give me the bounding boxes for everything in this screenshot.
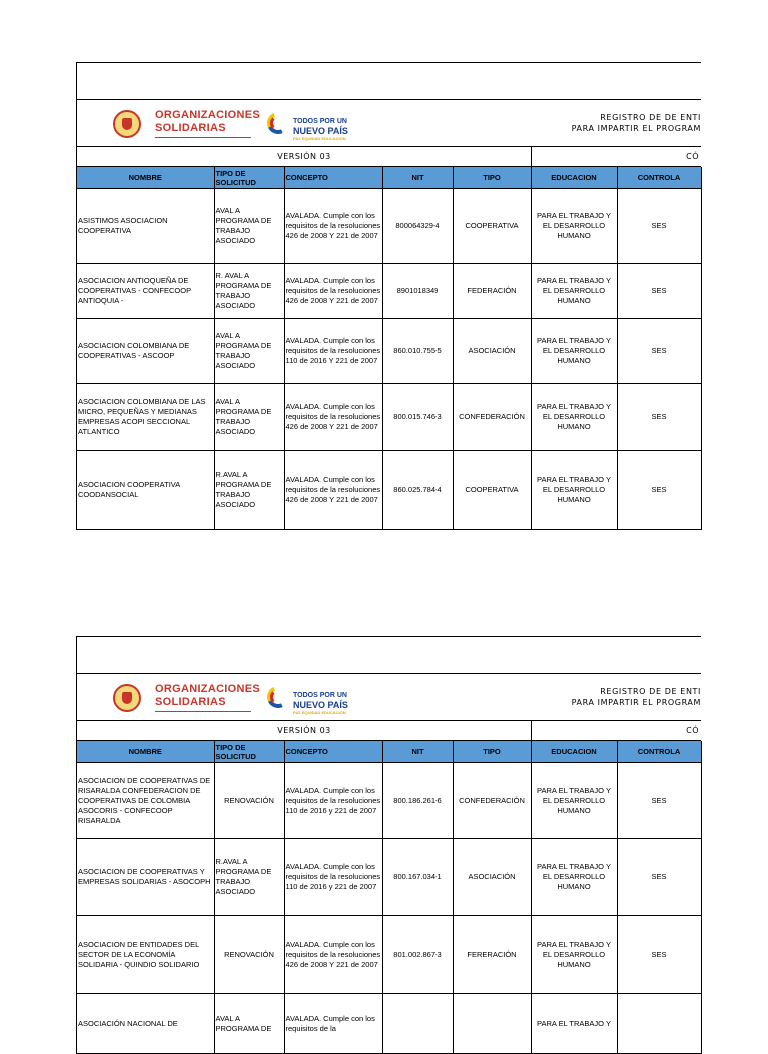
col-nombre-cell: ASOCIACION COLOMBIANA DE LAS MICRO, PEQUEÑAS Y MEDIANAS EMPRESAS ACOPI SECCIONAL ATLANTICO bbox=[77, 384, 214, 451]
col-educacion-cell: PARA EL TRABAJO Y EL DESARROLLO HUMANO bbox=[531, 264, 617, 319]
col-tipo-cell: CONFEDERACIÓN bbox=[453, 763, 531, 839]
col-tipo-cell: ASOCIACIÓN bbox=[453, 839, 531, 916]
org-name-line1: ORGANIZACIONES bbox=[155, 683, 261, 695]
registry-table bbox=[77, 741, 702, 1054]
col-educacion-cell: PARA EL TRABAJO Y bbox=[531, 994, 617, 1054]
org-logo-text bbox=[155, 109, 260, 135]
registry-title-line1: REGISTRO DE DE ENTI bbox=[600, 113, 701, 122]
col-concepto-cell: AVALADA. Cumple con los requisitos de la resoluciones 426 de 2008 Y 221 de 2007 bbox=[284, 384, 382, 451]
col-nit-header: NIT bbox=[382, 167, 453, 189]
col-concepto-header: CONCEPTO bbox=[284, 741, 382, 763]
col-educacion-cell: PARA EL TRABAJO Y EL DESARROLLO HUMANO bbox=[531, 839, 617, 916]
slogan-line2: NUEVO PAÍS bbox=[293, 700, 348, 710]
col-controla-cell: SES bbox=[617, 916, 701, 994]
col-nit-cell: 860.010.755-5 bbox=[382, 319, 453, 384]
table-body bbox=[77, 189, 701, 530]
col-concepto-header: CONCEPTO bbox=[284, 167, 382, 189]
table-row bbox=[77, 384, 701, 451]
col-tipo-solicitud-cell: AVAL A PROGRAMA DE TRABAJO ASOCIADO bbox=[214, 319, 284, 384]
registry-sheet-2 bbox=[76, 636, 701, 1054]
registry-title bbox=[572, 686, 701, 708]
logo-header-row bbox=[77, 674, 701, 721]
col-tipo-solicitud-header: TIPO DE SOLICITUD bbox=[214, 741, 284, 763]
col-tipo-solicitud-header: TIPO DE SOLICITUD bbox=[214, 167, 284, 189]
gov-slogan-logo bbox=[293, 691, 348, 715]
col-nombre-cell: ASOCIACION DE COOPERATIVAS Y EMPRESAS SOLIDARIAS - ASOCOPH bbox=[77, 839, 214, 916]
col-tipo-solicitud-cell: R.AVAL A PROGRAMA DE TRABAJO ASOCIADO bbox=[214, 839, 284, 916]
col-tipo-cell: ASOCIACIÓN bbox=[453, 319, 531, 384]
coat-of-arms-icon bbox=[113, 110, 141, 138]
col-controla-cell: SES bbox=[617, 839, 701, 916]
table-body bbox=[77, 763, 701, 1054]
col-nombre-cell: ASOCIACION DE COOPERATIVAS DE RISARALDA CONFEDERACION DE COOPERATIVAS DE COLOMBIA ASOCORIS - CONFECOOP RISARALDA bbox=[77, 763, 214, 839]
slogan-line3: PAZ EQUIDAD EDUCACIÓN bbox=[293, 710, 346, 715]
org-name-line2: SOLIDARIAS bbox=[155, 696, 226, 708]
col-concepto-cell: AVALADA. Cumple con los requisitos de la resoluciones 426 de 2008 Y 221 de 2007 bbox=[284, 264, 382, 319]
col-nit-cell: 801.002.867-3 bbox=[382, 916, 453, 994]
table-row bbox=[77, 264, 701, 319]
table-row bbox=[77, 189, 701, 264]
code-label: CÓ bbox=[686, 152, 699, 161]
col-nombre-cell: ASOCIACION DE ENTIDADES DEL SECTOR DE LA ECONOMÍA SOLIDARIA - QUINDIO SOLIDARIO bbox=[77, 916, 214, 994]
col-nit-cell: 8901018349 bbox=[382, 264, 453, 319]
col-educacion-cell: PARA EL TRABAJO Y EL DESARROLLO HUMANO bbox=[531, 916, 617, 994]
blank-title-row bbox=[77, 63, 701, 100]
col-controla-header: CONTROLA bbox=[617, 167, 701, 189]
col-controla-cell: SES bbox=[617, 763, 701, 839]
col-tipo-solicitud-cell: RENOVACIÓN bbox=[214, 763, 284, 839]
col-nit-cell: 800.015.746-3 bbox=[382, 384, 453, 451]
version-row bbox=[77, 147, 701, 167]
org-logo-text bbox=[155, 683, 260, 709]
registry-sheet-1 bbox=[76, 62, 701, 530]
col-tipo-solicitud-cell: R. AVAL A PROGRAMA DE TRABAJO ASOCIADO bbox=[214, 264, 284, 319]
version-label: VERSIÓN 03 bbox=[77, 147, 532, 166]
slogan-line1: TODOS POR UN bbox=[293, 118, 347, 125]
col-concepto-cell: AVALADA. Cumple con los requisitos de la resoluciones 110 de 2016 Y 221 de 2007 bbox=[284, 319, 382, 384]
col-controla-cell: SES bbox=[617, 319, 701, 384]
col-nombre-header: NOMBRE bbox=[77, 741, 214, 763]
col-tipo-solicitud-cell: R.AVAL A PROGRAMA DE TRABAJO ASOCIADO bbox=[214, 451, 284, 530]
col-educacion-cell: PARA EL TRABAJO Y EL DESARROLLO HUMANO bbox=[531, 319, 617, 384]
col-nombre-cell: ASOCIACION ANTIOQUEÑA DE COOPERATIVAS - CONFECOOP ANTIOQUIA - bbox=[77, 264, 214, 319]
slogan-line2: NUEVO PAÍS bbox=[293, 126, 348, 136]
org-name-line2: SOLIDARIAS bbox=[155, 122, 226, 134]
col-tipo-solicitud-cell: AVAL A PROGRAMA DE TRABAJO ASOCIADO bbox=[214, 384, 284, 451]
col-controla-cell: SES bbox=[617, 264, 701, 319]
todos-por-un-nuevo-pais-icon bbox=[267, 112, 291, 136]
col-controla-cell: SES bbox=[617, 384, 701, 451]
registry-title-line1: REGISTRO DE DE ENTI bbox=[600, 687, 701, 696]
todos-por-un-nuevo-pais-icon bbox=[267, 686, 291, 710]
col-tipo-header: TIPO bbox=[453, 741, 531, 763]
col-nombre-cell: ASOCIACION COOPERATIVA COODANSOCIAL bbox=[77, 451, 214, 530]
registry-title-line2: PARA IMPARTIR EL PROGRAM bbox=[571, 698, 701, 707]
col-tipo-cell: COOPERATIVA bbox=[453, 189, 531, 264]
org-name-line1: ORGANIZACIONES bbox=[155, 109, 261, 121]
col-controla-cell: SES bbox=[617, 189, 701, 264]
version-row bbox=[77, 721, 701, 741]
col-tipo-solicitud-cell: AVAL A PROGRAMA DE bbox=[214, 994, 284, 1054]
table-row bbox=[77, 451, 701, 530]
col-nit-cell: 860.025.784-4 bbox=[382, 451, 453, 530]
table-row bbox=[77, 763, 701, 839]
registry-title-line2: PARA IMPARTIR EL PROGRAM bbox=[571, 124, 701, 133]
col-tipo-cell: COOPERATIVA bbox=[453, 451, 531, 530]
col-nombre-cell: ASISTIMOS ASOCIACION COOPERATIVA bbox=[77, 189, 214, 264]
col-nombre-cell: ASOCIACION COLOMBIANA DE COOPERATIVAS - ASCOOP bbox=[77, 319, 214, 384]
col-tipo-cell: CONFEDERACIÓN bbox=[453, 384, 531, 451]
col-nit-cell: 800.186.261-6 bbox=[382, 763, 453, 839]
col-concepto-cell: AVALADA. Cumple con los requisitos de la resoluciones 426 de 2008 Y 221 de 2007 bbox=[284, 916, 382, 994]
col-concepto-cell: AVALADA. Cumple con los requisitos de la bbox=[284, 994, 382, 1054]
col-nit-cell: 800.167.034-1 bbox=[382, 839, 453, 916]
col-nombre-header: NOMBRE bbox=[77, 167, 214, 189]
col-educacion-cell: PARA EL TRABAJO Y EL DESARROLLO HUMANO bbox=[531, 451, 617, 530]
registry-title bbox=[572, 112, 701, 134]
logo-header-row bbox=[77, 100, 701, 147]
col-tipo-solicitud-cell: RENOVACIÓN bbox=[214, 916, 284, 994]
gov-slogan-logo bbox=[293, 117, 348, 141]
col-educacion-header: EDUCACION bbox=[531, 167, 617, 189]
code-label: CÓ bbox=[686, 726, 699, 735]
table-row bbox=[77, 916, 701, 994]
col-concepto-cell: AVALADA. Cumple con los requisitos de la resoluciones 426 de 2008 Y 221 de 2007 bbox=[284, 451, 382, 530]
col-concepto-cell: AVALADA. Cumple con los requisitos de la resoluciones 110 de 2016 y 221 de 2007 bbox=[284, 839, 382, 916]
registry-table bbox=[77, 167, 702, 530]
col-educacion-cell: PARA EL TRABAJO Y EL DESARROLLO HUMANO bbox=[531, 189, 617, 264]
col-concepto-cell: AVALADA. Cumple con los requisitos de la resoluciones 426 de 2008 Y 221 de 2007 bbox=[284, 189, 382, 264]
col-tipo-cell: FEDERACIÓN bbox=[453, 264, 531, 319]
table-row bbox=[77, 839, 701, 916]
blank-title-row bbox=[77, 637, 701, 674]
col-educacion-cell: PARA EL TRABAJO Y EL DESARROLLO HUMANO bbox=[531, 384, 617, 451]
col-tipo-header: TIPO bbox=[453, 167, 531, 189]
table-row bbox=[77, 319, 701, 384]
table-header-row bbox=[77, 741, 701, 763]
col-tipo-cell: FERERACIÓN bbox=[453, 916, 531, 994]
org-underline bbox=[155, 711, 251, 712]
col-concepto-cell: AVALADA. Cumple con los requisitos de la resoluciones 110 de 2016 y 221 de 2007 bbox=[284, 763, 382, 839]
version-label: VERSIÓN 03 bbox=[77, 721, 532, 740]
col-nit-cell: 800064329-4 bbox=[382, 189, 453, 264]
col-controla-header: CONTROLA bbox=[617, 741, 701, 763]
col-educacion-cell: PARA EL TRABAJO Y EL DESARROLLO HUMANO bbox=[531, 763, 617, 839]
col-tipo-solicitud-cell: AVAL A PROGRAMA DE TRABAJO ASOCIADO bbox=[214, 189, 284, 264]
org-underline bbox=[155, 137, 251, 138]
col-nit-header: NIT bbox=[382, 741, 453, 763]
slogan-line1: TODOS POR UN bbox=[293, 692, 347, 699]
slogan-line3: PAZ EQUIDAD EDUCACIÓN bbox=[293, 136, 346, 141]
col-educacion-header: EDUCACION bbox=[531, 741, 617, 763]
coat-of-arms-icon bbox=[113, 684, 141, 712]
col-nombre-cell: ASOCIACIÓN NACIONAL DE bbox=[77, 994, 214, 1054]
col-controla-cell: SES bbox=[617, 451, 701, 530]
table-header-row bbox=[77, 167, 701, 189]
